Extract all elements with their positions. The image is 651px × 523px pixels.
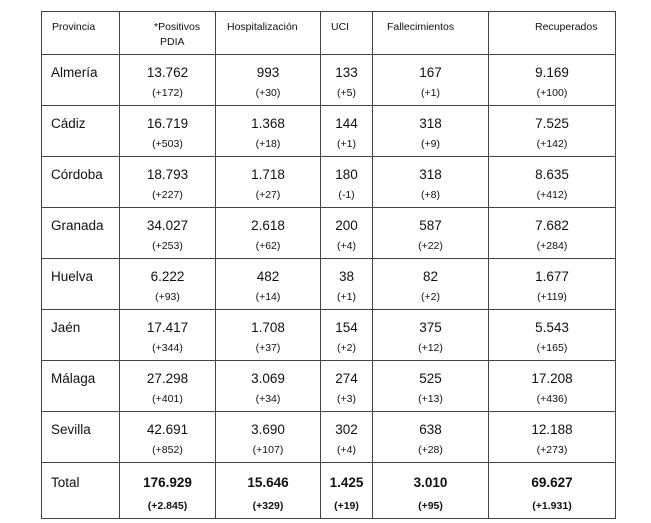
cell-delta: (+37) xyxy=(255,342,281,354)
header-positivos xyxy=(120,12,215,50)
cell-delta: (+1) xyxy=(421,87,440,99)
cell-delta: (+436) xyxy=(536,393,568,405)
cell-delta: (+4) xyxy=(337,444,356,456)
header-cell xyxy=(42,12,120,55)
total-delta: (+19) xyxy=(334,500,359,512)
table-row xyxy=(42,157,616,208)
total-value: 176.929 xyxy=(143,475,192,490)
total-cell xyxy=(321,463,373,519)
cell-value: 1.677 xyxy=(535,269,569,284)
data-cell xyxy=(321,412,373,463)
data-cell xyxy=(489,361,616,412)
cell-delta: (+93) xyxy=(155,291,180,303)
cell-delta: (+30) xyxy=(255,87,281,99)
data-cell xyxy=(373,412,489,463)
cell-delta: (+62) xyxy=(255,240,281,252)
province-name: Málaga xyxy=(51,371,96,386)
data-cell xyxy=(489,55,616,106)
cell-value: 5.543 xyxy=(535,320,569,335)
province-cell xyxy=(42,55,120,106)
data-cell xyxy=(120,208,216,259)
cell-value: 200 xyxy=(335,218,358,233)
table-row xyxy=(42,310,616,361)
data-cell xyxy=(216,412,321,463)
cell-delta: (+3) xyxy=(337,393,356,405)
table-row xyxy=(42,55,616,106)
data-cell xyxy=(373,208,489,259)
cell-value: 34.027 xyxy=(146,218,189,233)
cell-value: 318 xyxy=(419,167,442,182)
cell-delta: (+14) xyxy=(255,291,281,303)
cell-delta: (-1) xyxy=(338,189,355,201)
cell-value: 375 xyxy=(419,320,442,335)
cell-value: 318 xyxy=(419,116,442,131)
data-cell xyxy=(216,157,321,208)
province-cell xyxy=(42,259,120,310)
cell-value: 18.793 xyxy=(146,167,189,182)
data-cell xyxy=(216,106,321,157)
header-uci: UCI xyxy=(331,21,350,33)
table-row xyxy=(42,106,616,157)
province-name: Almería xyxy=(51,65,98,80)
province-cell xyxy=(42,106,120,157)
cell-value: 17.417 xyxy=(146,320,189,335)
province-cell xyxy=(42,361,120,412)
cell-value: 133 xyxy=(335,65,358,80)
cell-value: 993 xyxy=(256,65,280,80)
header-cell xyxy=(489,12,616,55)
data-cell xyxy=(321,310,373,361)
data-cell xyxy=(373,361,489,412)
cell-value: 274 xyxy=(335,371,358,386)
header-fallecimientos: Fallecimientos xyxy=(387,21,455,33)
cell-value: 525 xyxy=(419,371,442,386)
cell-delta: (+1) xyxy=(337,138,356,150)
header-provincia: Provincia xyxy=(52,21,96,33)
table-row xyxy=(42,259,616,310)
header-hospitalizacion: Hospitalización xyxy=(227,21,298,33)
total-cell xyxy=(216,463,321,519)
cell-delta: (+852) xyxy=(152,444,183,456)
cell-delta: (+28) xyxy=(418,444,443,456)
total-label-cell xyxy=(42,463,120,519)
data-cell xyxy=(321,361,373,412)
cell-value: 6.222 xyxy=(150,269,185,284)
cell-value: 2.618 xyxy=(251,218,285,233)
data-cell xyxy=(216,55,321,106)
cell-value: 144 xyxy=(335,116,358,131)
data-cell xyxy=(373,310,489,361)
total-delta: (+95) xyxy=(418,500,443,512)
cell-value: 9.169 xyxy=(535,65,569,80)
province-cell xyxy=(42,310,120,361)
total-label: Total xyxy=(51,475,80,490)
data-cell xyxy=(489,412,616,463)
cell-value: 8.635 xyxy=(535,167,569,182)
cell-value: 7.682 xyxy=(535,218,569,233)
total-cell xyxy=(489,463,616,519)
province-name: Granada xyxy=(51,218,104,233)
cell-delta: (+5) xyxy=(337,87,356,99)
cell-value: 17.208 xyxy=(531,371,573,386)
data-cell xyxy=(321,208,373,259)
cell-value: 7.525 xyxy=(535,116,569,131)
header-row xyxy=(42,12,616,55)
cell-value: 482 xyxy=(256,269,280,284)
cell-value: 3.690 xyxy=(251,422,285,437)
data-cell xyxy=(489,259,616,310)
header-positivos-line2: PDIA xyxy=(160,36,185,48)
cell-delta: (+9) xyxy=(421,138,440,150)
province-name: Huelva xyxy=(51,269,94,284)
table-row xyxy=(42,208,616,259)
cell-delta: (+4) xyxy=(337,240,356,252)
province-cell xyxy=(42,208,120,259)
cell-value: 154 xyxy=(335,320,358,335)
cell-delta: (+503) xyxy=(152,138,183,150)
data-cell xyxy=(120,361,216,412)
cell-delta: (+100) xyxy=(536,87,568,99)
data-cell xyxy=(216,310,321,361)
table-row xyxy=(42,412,616,463)
header-cell xyxy=(120,12,216,55)
cell-value: 38 xyxy=(338,269,355,284)
data-cell xyxy=(373,55,489,106)
total-cell xyxy=(373,463,489,519)
header-cell xyxy=(216,12,321,55)
cell-delta: (+227) xyxy=(152,189,183,201)
covid-table xyxy=(41,11,616,519)
cell-delta: (+13) xyxy=(418,393,443,405)
data-cell xyxy=(373,106,489,157)
province-name: Cádiz xyxy=(51,116,86,131)
cell-value: 82 xyxy=(422,269,439,284)
cell-delta: (+27) xyxy=(255,189,281,201)
data-cell xyxy=(321,55,373,106)
cell-delta: (+34) xyxy=(255,393,281,405)
total-value: 15.646 xyxy=(247,475,289,490)
data-cell xyxy=(489,310,616,361)
cell-delta: (+2) xyxy=(337,342,356,354)
cell-delta: (+22) xyxy=(418,240,443,252)
cell-value: 1.368 xyxy=(251,116,285,131)
cell-delta: (+401) xyxy=(152,393,183,405)
cell-delta: (+119) xyxy=(537,291,567,303)
cell-value: 16.719 xyxy=(146,116,189,131)
data-cell xyxy=(120,106,216,157)
cell-delta: (+12) xyxy=(418,342,443,354)
data-cell xyxy=(321,106,373,157)
cell-delta: (+142) xyxy=(536,138,568,150)
province-cell xyxy=(42,412,120,463)
cell-delta: (+344) xyxy=(152,342,183,354)
cell-delta: (+18) xyxy=(255,138,281,150)
cell-delta: (+412) xyxy=(536,189,568,201)
data-cell xyxy=(373,157,489,208)
cell-value: 1.718 xyxy=(251,167,285,182)
cell-value: 3.069 xyxy=(251,371,285,386)
data-cell xyxy=(120,157,216,208)
data-cell xyxy=(120,310,216,361)
header-cell xyxy=(373,12,489,55)
province-name: Córdoba xyxy=(51,167,103,182)
cell-value: 12.188 xyxy=(531,422,573,437)
total-value: 3.010 xyxy=(413,475,448,490)
cell-delta: (+165) xyxy=(536,342,568,354)
total-delta: (+1.931) xyxy=(532,500,572,512)
header-recuperados: Recuperados xyxy=(535,21,598,33)
data-cell xyxy=(321,259,373,310)
cell-value: 587 xyxy=(419,218,442,233)
data-cell xyxy=(489,208,616,259)
total-value: 69.627 xyxy=(531,475,573,490)
cell-delta: (+253) xyxy=(152,240,183,252)
total-delta: (+329) xyxy=(252,500,284,512)
table-row xyxy=(42,361,616,412)
cell-value: 27.298 xyxy=(146,371,189,386)
cell-delta: (+8) xyxy=(421,189,440,201)
province-name: Sevilla xyxy=(51,422,91,437)
cell-delta: (+273) xyxy=(536,444,568,456)
header-positivos-line1: *Positivos xyxy=(154,21,201,33)
data-cell xyxy=(489,157,616,208)
cell-delta: (+1) xyxy=(337,291,356,303)
data-cell xyxy=(373,259,489,310)
cell-value: 1.708 xyxy=(251,320,285,335)
cell-value: 13.762 xyxy=(146,65,189,80)
cell-value: 180 xyxy=(335,167,358,182)
data-cell xyxy=(120,412,216,463)
header-cell xyxy=(321,12,373,55)
total-delta: (+2.845) xyxy=(147,500,188,512)
cell-value: 638 xyxy=(419,422,442,437)
cell-value: 42.691 xyxy=(146,422,189,437)
data-cell xyxy=(489,106,616,157)
data-cell xyxy=(321,157,373,208)
cell-delta: (+107) xyxy=(252,444,284,456)
data-cell xyxy=(216,361,321,412)
cell-delta: (+2) xyxy=(421,291,440,303)
data-cell xyxy=(120,259,216,310)
data-cell xyxy=(216,259,321,310)
province-cell xyxy=(42,157,120,208)
cell-delta: (+284) xyxy=(536,240,568,252)
data-cell xyxy=(120,55,216,106)
total-value: 1.425 xyxy=(329,475,364,490)
cell-delta: (+172) xyxy=(152,87,183,99)
data-cell xyxy=(216,208,321,259)
total-row xyxy=(42,463,616,519)
total-cell xyxy=(120,463,216,519)
cell-value: 302 xyxy=(335,422,358,437)
cell-value: 167 xyxy=(419,65,442,80)
province-name: Jaén xyxy=(51,320,81,335)
